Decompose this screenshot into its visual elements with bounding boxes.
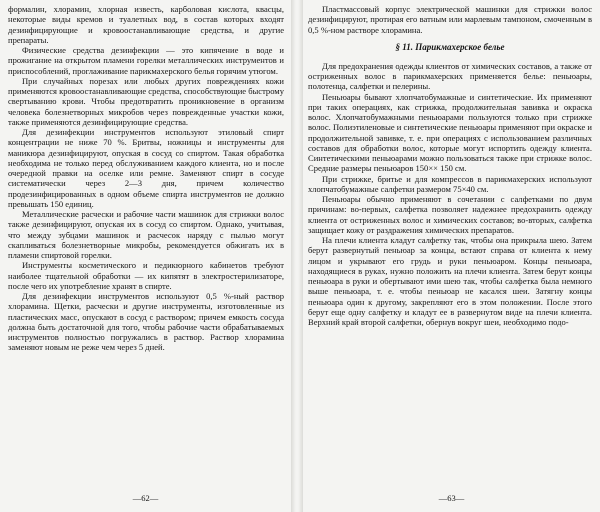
paragraph: Для дезинфекции инструментов используют этиловый спирт концентрации не ниже 70 %. Бритвы, ножницы и инструменты для маникюра дезинфицируют, опуская в сосуд со спиртом. Такая обработка необходима не только перед обслуживанием каждого клиента, но и после очередной правки на оселке или ремне. Заменяют спирт в сосуде систематически через 2—3 дня, причем количество продезинфицированных в одном объеме спирта инструментов не должно превышать 150 единиц. xyxy=(8,127,284,209)
paragraph: Для предохранения одежды клиентов от химических составов, а также от остриженных волос в парикмахерских применяется белье: пеньюары, полотенца, салфетки и пелерины. xyxy=(308,60,592,92)
paragraph: Инструменты косметического и педикюрного кабинетов требуют наиболее тщательной обработки — их кипятят в электростерилизаторе, после чего их употребление хранят в спирте. xyxy=(8,260,284,291)
page-number: —63— xyxy=(438,493,465,503)
book-gutter xyxy=(291,0,303,512)
paragraph: Пеньюары бывают хлопчатобумажные и синтетические. Их применяют при таких операциях, как стрижка, продолжительная завивка и окраска волос. Хлопчатобумажными пеньюарами пользуются только при стрижке волос. Полиэтиленовые и синтетические пеньюары применяют при окраске и продолжительной завивке, т. е. при операциях с использованием различных составов для обработки волос, которые могут испортить одежду клиента. Синтетическими пеньюарами можно пользоваться также при стрижке волос. Средние размеры пеньюаров 150×× 150 см. xyxy=(308,91,592,174)
paragraph: Для дезинфекции инструментов используют 0,5 %-ный раствор хлорамина. Щетки, расчески и другие инструменты, изготовленные из пластических масс, опускают в сосуд с раствором; причем емкость сосуда должна быть достаточной для того, чтобы рабочие части обрабатываемых инструментов полностью погружались в раствор. Раствор хлорамина заменяют новым не реже чем через 5 дней. xyxy=(8,291,284,353)
left-page xyxy=(0,0,291,512)
right-page xyxy=(303,0,600,512)
left-page-text xyxy=(8,4,284,353)
right-page-text xyxy=(308,4,592,327)
paragraph: При случайных порезах или любых других повреждениях кожи применяются кровоостанавливающие средства, способствующие быстрому свертыванию крови. Чтобы предотвратить проникновение в организм человека болезнетворных микробов через поврежденные участки кожи, также применяются дезинфицирующие средства. xyxy=(8,75,284,127)
page-number: —62— xyxy=(132,493,159,503)
section-heading: § 11. Парикмахерское белье xyxy=(395,41,505,52)
paragraph: На плечи клиента кладут салфетку так, чтобы она прикрыла шею. Затем берут развернутый пеньюар за концы, встают справа от клиента к нему лицом и укрывают его грудь и руки пеньюаром. Концы пеньюара, находящиеся в руках, нужно положить на плечи клиента. Затем берут концы пеньюара в руки и обертывают ими шею так, чтобы салфетка была немного выше пеньюара, т. е. чтобы пеньюар не касался шеи. Затягну концы пеньюара один к другому, закрепляют его в этом положении. После этого берут еще одну салфетку и кладут ее в развернутом виде на плечи клиента. Верхний край второй салфетки, обернув вокруг шеи, необходимо подо- xyxy=(308,235,592,327)
paragraph: формалин, хлорамин, хлорная известь, карболовая кислота, квасцы, некоторые виды кремов и туалетных вод, в состав которых входят дезинфицирующие и кровоостанавливающие средства, и другие препараты. xyxy=(8,4,284,45)
paragraph: Физические средства дезинфекции — это кипячение в воде и прожигание на открытом пламени горелки металлических инструментов и приспособлений, проглаживание парикмахерского белья горячим утюгом. xyxy=(8,45,284,76)
paragraph: Пластмассовый корпус электрической машинки для стрижки волос дезинфицируют, протирая его ватным или марлевым тампоном, смоченным в 0,5 %-ном растворе хлорамина. xyxy=(308,4,592,35)
paragraph: При стрижке, бритье и для компрессов в парикмахерских используют хлопчатобумажные салфетки размером 75×40 см. xyxy=(308,173,592,194)
paragraph: Пеньюары обычно применяют в сочетании с салфетками по двум причинам: во-первых, салфетка позволяет надежнее предохранить одежду клиента от остриженных волос и химических составов; во-вторых, салфетка защищает кожу от раздражения химических препаратов. xyxy=(308,194,592,235)
paragraph: Металлические расчески и рабочие части машинок для стрижки волос также дезинфицируют, опуская их в сосуд со спиртом. Однако, учитывая, что между зубцами машинок и расчесок наряду с пылью могут скапливаться болезнетворные микробы, рекомендуется обжигать их в пламени спиртовой горелки. xyxy=(8,209,284,260)
